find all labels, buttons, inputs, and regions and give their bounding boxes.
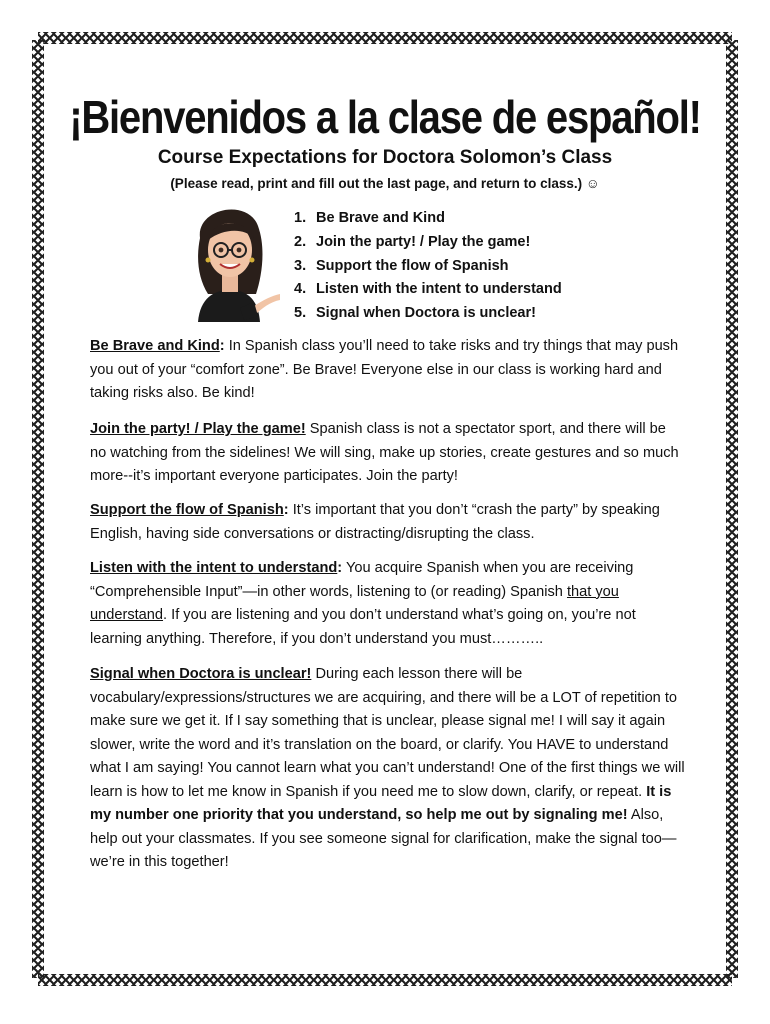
bitmoji-teacher-avatar-icon [178, 198, 282, 322]
section-party [90, 418, 686, 489]
underlined-phrase: that you understand [90, 583, 619, 623]
section-heading: Listen with the intent to understand [90, 560, 338, 576]
section-brave: Be Brave and Kind: In Spanish class you’ll need to take risks and try things that may push you out of your “comfort zone”. Be Brave! Everyone else in our class is working hard and taking risks also. Be kind! [90, 338, 679, 401]
page-title: ¡Bienvenidos a la clase de español! [69, 92, 701, 144]
section-heading: Join the party! / Play the game! [90, 421, 306, 437]
section-heading: Support the flow of Spanish [90, 502, 284, 518]
section-heading: Signal when Doctora is unclear! [90, 666, 312, 682]
list-item: 3. Support the flow of Spanish [294, 257, 509, 274]
list-item: 4. Listen with the intent to understand [294, 281, 562, 298]
instructions-note: (Please read, print and fill out the last page, and return to class.) ☺ [170, 176, 600, 191]
list-item: 2. Join the party! / Play the game! [294, 233, 531, 250]
page-subtitle: Course Expectations for Doctora Solomon’s Class [157, 147, 613, 168]
emphasis-text: It is my number one priority that you understand, so help me out by signaling me! [90, 783, 672, 823]
section-text: You acquire Spanish when you are receiving “Comprehensible Input”—in other words, listening to (or reading) Spanish [90, 560, 634, 600]
list-item: 1. Be Brave and Kind [294, 210, 445, 226]
border-top [38, 32, 732, 44]
section-text: In Spanish class you’ll need to take risks and try things that may push you out of your “comfort zone”. Be Brave! Everyone else in our class is working hard and taking risks also. Be kind! [90, 338, 679, 401]
section-flow: Support the flow of Spanish: It’s important that you don’t “crash the party” by speaking English, having side conversations or distracting/disrupting the class. [90, 502, 660, 542]
expectations-list [294, 207, 562, 326]
section-heading: Be Brave and Kind [90, 338, 220, 354]
list-item: 5. Signal when Doctora is unclear! [294, 305, 536, 322]
section-text: It’s important that you don’t “crash the party” by speaking English, having side conversations or distracting/disrupting the class. [90, 502, 660, 542]
section-listen: Listen with the intent to understand: You acquire Spanish when you are receiving “Comprehensible Input”—in other words, listening to (or reading) Spanish that you understand. If you are listening and you don’t understand what’s going on, you’re not learning anything. Therefore, if you don’t understand you must……….. [90, 560, 636, 647]
section-text: Spanish class is not a spectator sport, and there will be no watching from the sidelines! We will sing, make up stories, create gestures and so much more--it’s important everyone participates. Join the party! [90, 421, 679, 484]
section-text: During each lesson there will be vocabulary/expressions/structures we are acquiring, and there will be a LOT of repetition to make sure we get it. If I say something that is unclear, please signal me! I will say it again slower, write the word and it’s translation on the board, or clarify. You HAVE to understand what I am saying! You cannot learn what you can’t understand! One of the first things we will learn is how to let me know in Spanish if you need me to slow down, clarify, or repeat. [90, 666, 685, 800]
section-signal: Signal when Doctora is unclear! During each lesson there will be vocabulary/expressions/structures we are acquiring, and there will be a LOT of repetition to make sure we get it. If I say something that is unclear, please signal me! I will say it again slower, write the word and it’s translation on the board, or clarify. You HAVE to understand what I am saying! You cannot learn what you can’t understand! One of the first things we will learn is how to let me know in Spanish if you need me to slow down, clarify, or repeat. It is my number one priority that you understand, so help me out by signaling me! Also, help out your classmates. If you see someone signal for clarification, make the signal too—we’re in this together! [90, 666, 685, 870]
border-bottom [38, 974, 732, 986]
